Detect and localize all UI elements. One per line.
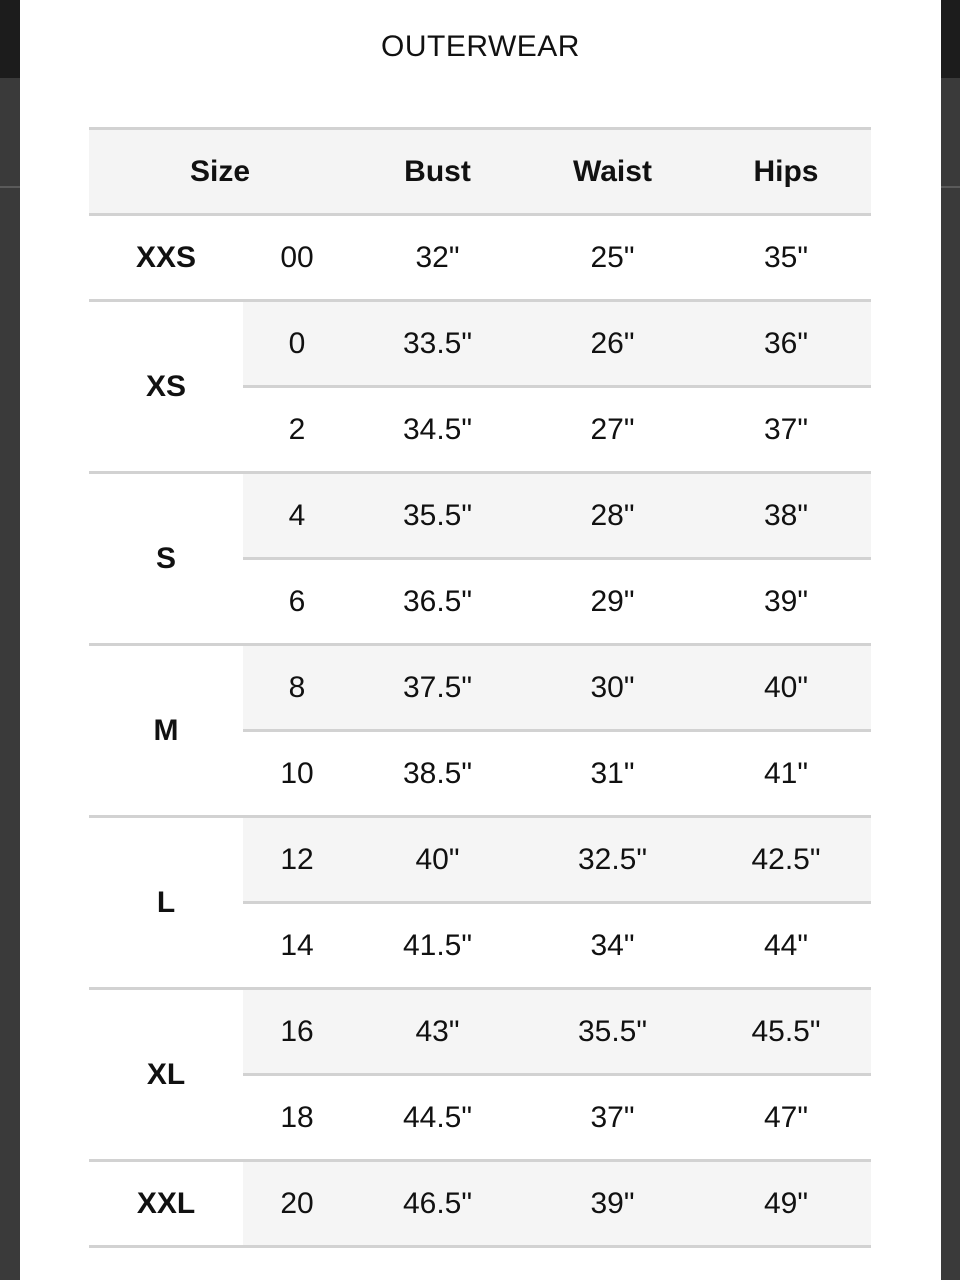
size-chart-modal [20,0,941,1280]
numeric-size: 14 [243,903,351,989]
bust-value: 35.5" [351,473,524,559]
numeric-size: 4 [243,473,351,559]
hips-value: 38" [701,473,871,559]
hips-value: 37" [701,387,871,473]
waist-value: 39" [524,1161,701,1247]
table-row [89,989,871,1075]
waist-value: 35.5" [524,989,701,1075]
waist-value: 30" [524,645,701,731]
hips-value: 41" [701,731,871,817]
waist-value: 31" [524,731,701,817]
hips-value: 47" [701,1075,871,1161]
hips-value: 44" [701,903,871,989]
numeric-size: 10 [243,731,351,817]
size-label: L [89,817,243,989]
hips-value: 40" [701,645,871,731]
waist-value: 27" [524,387,701,473]
size-label: M [89,645,243,817]
size-label: XXS [89,215,243,301]
hips-value: 39" [701,559,871,645]
waist-value: 34" [524,903,701,989]
size-chart-table [89,127,871,1248]
numeric-size: 8 [243,645,351,731]
waist-value: 37" [524,1075,701,1161]
numeric-size: 00 [243,215,351,301]
bust-value: 46.5" [351,1161,524,1247]
waist-value: 25" [524,215,701,301]
hips-value: 45.5" [701,989,871,1075]
bust-value: 33.5" [351,301,524,387]
waist-value: 32.5" [524,817,701,903]
numeric-size: 6 [243,559,351,645]
table-row [89,215,871,301]
background-divider [940,186,960,188]
bust-value: 43" [351,989,524,1075]
table-row [89,1161,871,1247]
bust-value: 37.5" [351,645,524,731]
size-label: XXL [89,1161,243,1247]
bust-value: 34.5" [351,387,524,473]
waist-value: 26" [524,301,701,387]
numeric-size: 0 [243,301,351,387]
waist-value: 28" [524,473,701,559]
table-row [89,301,871,387]
modal-title: OUTERWEAR [381,30,580,63]
header-waist: Waist [524,129,701,215]
numeric-size: 20 [243,1161,351,1247]
hips-value: 42.5" [701,817,871,903]
table-header-row [89,129,871,215]
size-label: XS [89,301,243,473]
numeric-size: 2 [243,387,351,473]
table-row [89,473,871,559]
hips-value: 49" [701,1161,871,1247]
header-bust: Bust [351,129,524,215]
table-row [89,817,871,903]
bust-value: 38.5" [351,731,524,817]
bust-value: 36.5" [351,559,524,645]
size-label: S [89,473,243,645]
header-size: Size [89,129,351,215]
bust-value: 40" [351,817,524,903]
numeric-size: 16 [243,989,351,1075]
header-hips: Hips [701,129,871,215]
numeric-size: 12 [243,817,351,903]
waist-value: 29" [524,559,701,645]
bust-value: 32" [351,215,524,301]
size-label: XL [89,989,243,1161]
table-row [89,645,871,731]
bust-value: 41.5" [351,903,524,989]
bust-value: 44.5" [351,1075,524,1161]
background-divider [0,186,20,188]
hips-value: 35" [701,215,871,301]
hips-value: 36" [701,301,871,387]
numeric-size: 18 [243,1075,351,1161]
